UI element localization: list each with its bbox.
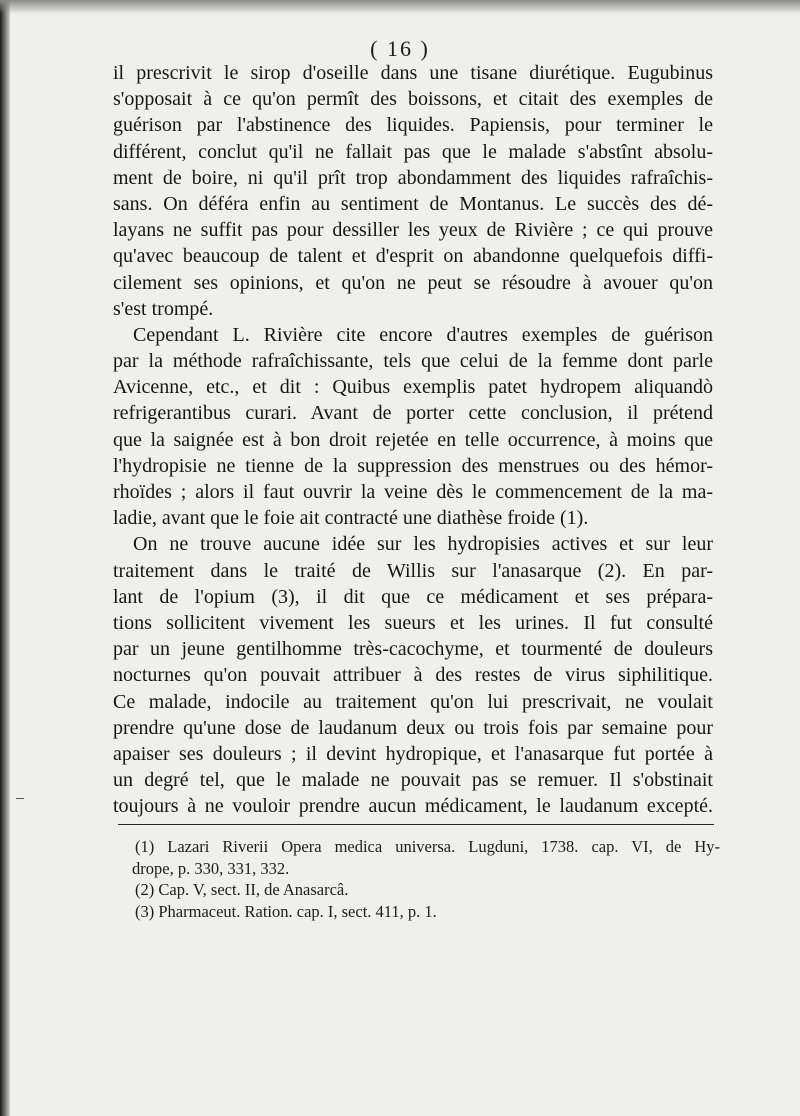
text-line: que la saignée est à bon droit rejetée en telle occurrence, à moins que — [113, 428, 713, 451]
text-line: s'est trompé. — [113, 297, 214, 320]
paragraph-start-line: On ne trouve aucune idée sur les hydropisies actives et sur leur — [133, 533, 713, 556]
text-line: ladie, avant que le foie ait contracté une diathèse froide (1). — [113, 507, 589, 530]
footnote-separator — [118, 824, 714, 825]
text-line: prendre qu'une dose de laudanum deux ou trois fois par semaine pour — [113, 716, 713, 739]
footnote: (1) Lazari Riverii Opera medica universa. Lugduni, 1738. cap. VI, de Hy- — [135, 837, 720, 856]
text-line: ment de boire, ni qu'il prît trop abondamment des liquides rafraîchis- — [113, 166, 713, 189]
text-line: il prescrivit le sirop d'oseille dans une tisane diurétique. Eugubinus — [113, 62, 713, 84]
text-line: nocturnes qu'on pouvait attribuer à des restes de virus siphilitique. — [113, 664, 713, 687]
text-line: un degré tel, que le malade ne pouvait pas se remuer. Il s'obstinait — [113, 769, 713, 792]
paragraph-start-line: Cependant L. Rivière cite encore d'autres exemples de guérison — [133, 323, 713, 346]
text-line: Ce malade, indocile au traitement qu'on lui prescrivait, ne voulait — [113, 690, 713, 713]
text-line: par un jeune gentilhomme très-cacochyme, et tourmenté de douleurs — [113, 638, 713, 661]
text-line: sans. On déféra enfin au sentiment de Montanus. Le succès des dé- — [113, 192, 713, 215]
text-line: qu'avec beaucoup de talent et d'esprit on abandonne quelquefois diffi- — [113, 245, 713, 268]
footnote: (3) Pharmaceut. Ration. cap. I, sect. 411, p. 1. — [135, 901, 437, 921]
text-line: différent, conclut qu'il ne fallait pas que le malade s'abstînt absolu- — [113, 140, 713, 163]
text-line: tions sollicitent vivement les sueurs et les urines. Il fut consulté — [113, 611, 713, 634]
text-line: layans ne suffit pas pour dessiller les yeux de Rivière ; ce qui prouve — [113, 219, 713, 242]
text-line: par la méthode rafraîchissante, tels que celui de la femme dont parle — [113, 350, 713, 373]
text-line: toujours à ne vouloir prendre aucun médicament, le laudanum excepté. — [113, 795, 713, 818]
text-line: s'opposait à ce qu'on permît des boissons, et citait des exemples de — [113, 88, 713, 111]
text-line: rhoïdes ; alors il faut ouvrir la veine dès le commencement de la ma- — [113, 481, 713, 503]
page-number: ( 16 ) — [370, 36, 430, 61]
body-text — [113, 60, 713, 819]
footnote: (2) Cap. V, sect. II, de Anasarcâ. — [135, 880, 349, 899]
margin-mark — [16, 798, 24, 799]
footnotes — [132, 836, 720, 922]
text-line: refrigerantibus curari. Avant de porter cette conclusion, il prétend — [113, 402, 713, 425]
footnote-continuation: drope, p. 330, 331, 332. — [132, 858, 290, 878]
text-line: apaiser ses douleurs ; il devint hydropique, et l'anasarque fut portée à — [113, 742, 713, 765]
text-line: Avicenne, etc., et dit : Quibus exemplis patet hydropem aliquandò — [113, 376, 713, 399]
text-line: l'hydropisie ne tienne de la suppression des menstrues ou des hémor- — [113, 454, 713, 477]
text-line: cilement ses opinions, et qu'on ne peut se résoudre à avouer qu'on — [113, 271, 713, 294]
text-line: traitement dans le traité de Willis sur l'anasarque (2). En par- — [113, 559, 713, 582]
text-line: guérison par l'abstinence des liquides. Papiensis, pour terminer le — [113, 114, 713, 137]
text-line: lant de l'opium (3), il dit que ce médicament et ses prépara- — [113, 585, 713, 608]
